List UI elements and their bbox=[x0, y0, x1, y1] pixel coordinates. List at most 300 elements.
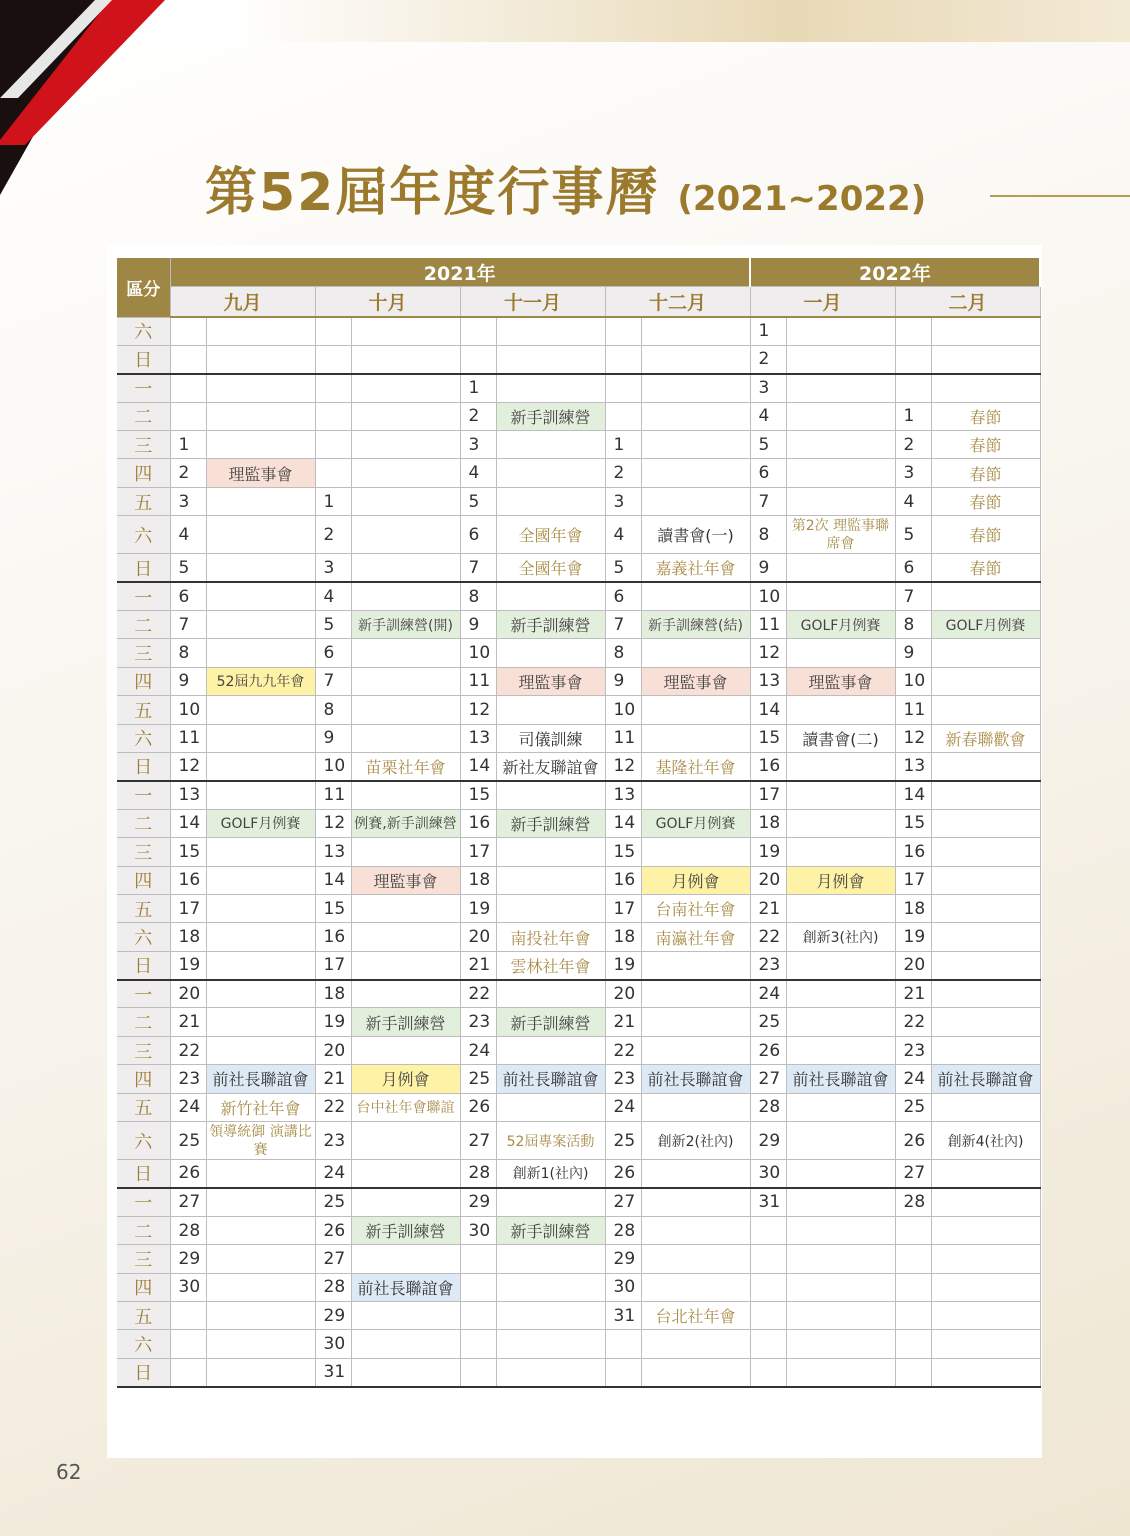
weekday-label: 四 bbox=[117, 1065, 170, 1093]
empty-cell bbox=[786, 374, 895, 402]
day-number: 10 bbox=[460, 639, 496, 667]
table-row bbox=[117, 1036, 1040, 1064]
day-number: 21 bbox=[460, 951, 496, 979]
day-number: 28 bbox=[460, 1160, 496, 1188]
day-number bbox=[315, 459, 351, 487]
section-label: 區分 bbox=[117, 258, 170, 317]
empty-cell bbox=[931, 639, 1040, 667]
day-number: 22 bbox=[605, 1036, 641, 1064]
empty-cell bbox=[786, 838, 895, 866]
day-number bbox=[605, 1330, 641, 1358]
empty-cell bbox=[931, 951, 1040, 979]
day-number: 30 bbox=[460, 1216, 496, 1244]
event-cell: 理監事會 bbox=[496, 667, 605, 695]
day-number: 4 bbox=[895, 487, 931, 515]
day-number: 14 bbox=[460, 752, 496, 780]
empty-cell bbox=[496, 894, 605, 922]
weekday-label: 六 bbox=[117, 317, 170, 345]
day-number: 6 bbox=[895, 554, 931, 582]
weekday-label: 一 bbox=[117, 980, 170, 1008]
day-number: 18 bbox=[460, 866, 496, 894]
empty-cell bbox=[641, 639, 750, 667]
weekday-label: 六 bbox=[117, 1122, 170, 1160]
empty-cell bbox=[206, 1245, 315, 1273]
empty-cell bbox=[641, 487, 750, 515]
day-number: 14 bbox=[895, 781, 931, 809]
day-number: 26 bbox=[895, 1122, 931, 1160]
table-row bbox=[117, 554, 1040, 582]
day-number: 11 bbox=[750, 611, 786, 639]
day-number: 3 bbox=[315, 554, 351, 582]
day-number: 18 bbox=[750, 809, 786, 837]
day-number: 2 bbox=[315, 516, 351, 554]
weekday-label: 日 bbox=[117, 345, 170, 373]
weekday-label: 二 bbox=[117, 1008, 170, 1036]
day-number: 23 bbox=[605, 1065, 641, 1093]
page-number: 62 bbox=[56, 1460, 82, 1484]
day-number bbox=[170, 345, 206, 373]
day-number: 20 bbox=[750, 866, 786, 894]
calendar-body bbox=[117, 317, 1040, 1387]
table-row bbox=[117, 402, 1040, 430]
empty-cell bbox=[641, 1273, 750, 1301]
empty-cell bbox=[786, 1330, 895, 1358]
table-row bbox=[117, 752, 1040, 780]
day-number bbox=[605, 402, 641, 430]
table-row bbox=[117, 1273, 1040, 1301]
day-number: 15 bbox=[170, 838, 206, 866]
day-number: 4 bbox=[315, 582, 351, 610]
day-number: 14 bbox=[170, 809, 206, 837]
weekday-label: 一 bbox=[117, 374, 170, 402]
event-cell: 新手訓練營 bbox=[351, 1216, 460, 1244]
table-row bbox=[117, 431, 1040, 459]
event-cell: 創新1(社內) bbox=[496, 1160, 605, 1188]
day-number: 30 bbox=[750, 1160, 786, 1188]
day-number: 19 bbox=[895, 923, 931, 951]
event-cell: 基隆社年會 bbox=[641, 752, 750, 780]
day-number bbox=[895, 1302, 931, 1330]
day-number bbox=[460, 345, 496, 373]
weekday-label: 一 bbox=[117, 1188, 170, 1216]
day-number: 17 bbox=[895, 866, 931, 894]
empty-cell bbox=[206, 1330, 315, 1358]
table-row bbox=[117, 1302, 1040, 1330]
day-number bbox=[895, 374, 931, 402]
event-cell: 52屆專案活動 bbox=[496, 1122, 605, 1160]
empty-cell bbox=[351, 317, 460, 345]
day-number: 23 bbox=[460, 1008, 496, 1036]
day-number: 1 bbox=[750, 317, 786, 345]
empty-cell bbox=[641, 696, 750, 724]
table-row bbox=[117, 724, 1040, 752]
empty-cell bbox=[786, 1188, 895, 1216]
empty-cell bbox=[786, 459, 895, 487]
empty-cell bbox=[206, 923, 315, 951]
day-number bbox=[750, 1358, 786, 1386]
empty-cell bbox=[206, 431, 315, 459]
day-number bbox=[605, 345, 641, 373]
day-number: 11 bbox=[895, 696, 931, 724]
day-number: 10 bbox=[895, 667, 931, 695]
day-number: 28 bbox=[895, 1188, 931, 1216]
day-number: 22 bbox=[750, 923, 786, 951]
weekday-label: 日 bbox=[117, 1160, 170, 1188]
event-cell: 苗栗社年會 bbox=[351, 752, 460, 780]
empty-cell bbox=[206, 582, 315, 610]
empty-cell bbox=[786, 402, 895, 430]
empty-cell bbox=[786, 1245, 895, 1273]
day-number bbox=[460, 1273, 496, 1301]
day-number bbox=[895, 317, 931, 345]
day-number: 27 bbox=[605, 1188, 641, 1216]
weekday-label: 二 bbox=[117, 402, 170, 430]
event-cell: 月例會 bbox=[351, 1065, 460, 1093]
day-number: 16 bbox=[895, 838, 931, 866]
day-number: 6 bbox=[315, 639, 351, 667]
day-number: 19 bbox=[315, 1008, 351, 1036]
day-number bbox=[460, 1245, 496, 1273]
day-number bbox=[750, 1273, 786, 1301]
empty-cell bbox=[496, 696, 605, 724]
empty-cell bbox=[931, 1358, 1040, 1386]
day-number bbox=[750, 1330, 786, 1358]
day-number: 7 bbox=[605, 611, 641, 639]
month-header: 二月 bbox=[895, 287, 1040, 318]
empty-cell bbox=[351, 667, 460, 695]
day-number: 29 bbox=[460, 1188, 496, 1216]
day-number: 31 bbox=[605, 1302, 641, 1330]
day-number: 21 bbox=[315, 1065, 351, 1093]
day-number: 4 bbox=[750, 402, 786, 430]
day-number: 28 bbox=[170, 1216, 206, 1244]
empty-cell bbox=[351, 487, 460, 515]
empty-cell bbox=[641, 1245, 750, 1273]
empty-cell bbox=[931, 752, 1040, 780]
empty-cell bbox=[496, 1093, 605, 1121]
event-cell: GOLF月例賽 bbox=[786, 611, 895, 639]
event-cell: 新春聯歡會 bbox=[931, 724, 1040, 752]
day-number: 13 bbox=[750, 667, 786, 695]
empty-cell bbox=[496, 639, 605, 667]
event-cell: GOLF月例賽 bbox=[206, 809, 315, 837]
day-number: 11 bbox=[460, 667, 496, 695]
weekday-label: 五 bbox=[117, 487, 170, 515]
empty-cell bbox=[786, 1160, 895, 1188]
day-number bbox=[315, 374, 351, 402]
event-cell: 月例會 bbox=[786, 866, 895, 894]
day-number bbox=[895, 1358, 931, 1386]
day-number: 6 bbox=[750, 459, 786, 487]
month-header: 十二月 bbox=[605, 287, 750, 318]
day-number: 12 bbox=[315, 809, 351, 837]
event-cell: 春節 bbox=[931, 431, 1040, 459]
day-number: 31 bbox=[315, 1358, 351, 1386]
event-cell: 創新4(社內) bbox=[931, 1122, 1040, 1160]
day-number: 25 bbox=[170, 1122, 206, 1160]
day-number: 7 bbox=[895, 582, 931, 610]
empty-cell bbox=[786, 1302, 895, 1330]
event-cell: 第2次 理監事聯席會 bbox=[786, 516, 895, 554]
day-number: 26 bbox=[170, 1160, 206, 1188]
year-2022-header: 2022年 bbox=[750, 258, 1040, 287]
day-number: 3 bbox=[170, 487, 206, 515]
event-cell: 理監事會 bbox=[351, 866, 460, 894]
day-number: 21 bbox=[895, 980, 931, 1008]
empty-cell bbox=[496, 1273, 605, 1301]
empty-cell bbox=[641, 582, 750, 610]
event-cell: 月例會 bbox=[641, 866, 750, 894]
event-cell: 創新2(社內) bbox=[641, 1122, 750, 1160]
day-number bbox=[895, 1330, 931, 1358]
empty-cell bbox=[496, 431, 605, 459]
empty-cell bbox=[206, 639, 315, 667]
day-number bbox=[170, 1302, 206, 1330]
day-number: 26 bbox=[605, 1160, 641, 1188]
table-row bbox=[117, 1330, 1040, 1358]
day-number: 13 bbox=[315, 838, 351, 866]
empty-cell bbox=[931, 1188, 1040, 1216]
empty-cell bbox=[351, 1036, 460, 1064]
day-number: 23 bbox=[170, 1065, 206, 1093]
empty-cell bbox=[206, 838, 315, 866]
day-number: 24 bbox=[750, 980, 786, 1008]
empty-cell bbox=[351, 402, 460, 430]
empty-cell bbox=[931, 866, 1040, 894]
empty-cell bbox=[641, 1330, 750, 1358]
day-number: 10 bbox=[605, 696, 641, 724]
empty-cell bbox=[786, 554, 895, 582]
day-number bbox=[895, 1273, 931, 1301]
day-number: 27 bbox=[315, 1245, 351, 1273]
day-number: 30 bbox=[605, 1273, 641, 1301]
empty-cell bbox=[641, 1036, 750, 1064]
day-number: 16 bbox=[750, 752, 786, 780]
day-number: 23 bbox=[895, 1036, 931, 1064]
day-number bbox=[315, 431, 351, 459]
day-number: 4 bbox=[170, 516, 206, 554]
empty-cell bbox=[931, 317, 1040, 345]
empty-cell bbox=[351, 951, 460, 979]
empty-cell bbox=[931, 667, 1040, 695]
weekday-label: 三 bbox=[117, 838, 170, 866]
day-number: 19 bbox=[605, 951, 641, 979]
empty-cell bbox=[786, 345, 895, 373]
weekday-label: 四 bbox=[117, 667, 170, 695]
empty-cell bbox=[351, 374, 460, 402]
empty-cell bbox=[206, 1273, 315, 1301]
event-cell: 春節 bbox=[931, 487, 1040, 515]
table-row bbox=[117, 1188, 1040, 1216]
weekday-label: 六 bbox=[117, 724, 170, 752]
day-number: 16 bbox=[460, 809, 496, 837]
empty-cell bbox=[206, 894, 315, 922]
day-number: 24 bbox=[460, 1036, 496, 1064]
empty-cell bbox=[786, 781, 895, 809]
event-cell: 春節 bbox=[931, 459, 1040, 487]
day-number: 8 bbox=[750, 516, 786, 554]
table-row bbox=[117, 1245, 1040, 1273]
day-number bbox=[750, 1245, 786, 1273]
day-number: 9 bbox=[605, 667, 641, 695]
day-number: 30 bbox=[315, 1330, 351, 1358]
empty-cell bbox=[496, 317, 605, 345]
empty-cell bbox=[641, 374, 750, 402]
day-number: 13 bbox=[170, 781, 206, 809]
day-number bbox=[750, 1302, 786, 1330]
empty-cell bbox=[496, 1302, 605, 1330]
day-number: 12 bbox=[895, 724, 931, 752]
day-number: 26 bbox=[750, 1036, 786, 1064]
empty-cell bbox=[786, 1273, 895, 1301]
day-number: 25 bbox=[605, 1122, 641, 1160]
empty-cell bbox=[351, 696, 460, 724]
day-number: 8 bbox=[460, 582, 496, 610]
empty-cell bbox=[786, 1008, 895, 1036]
day-number: 6 bbox=[170, 582, 206, 610]
corner-stripes-graphic bbox=[0, 0, 170, 200]
empty-cell bbox=[351, 894, 460, 922]
weekday-label: 六 bbox=[117, 1330, 170, 1358]
day-number bbox=[460, 1330, 496, 1358]
day-number: 22 bbox=[895, 1008, 931, 1036]
empty-cell bbox=[641, 980, 750, 1008]
day-number bbox=[170, 402, 206, 430]
day-number bbox=[605, 1358, 641, 1386]
event-cell: 春節 bbox=[931, 516, 1040, 554]
table-row bbox=[117, 1065, 1040, 1093]
day-number bbox=[460, 1358, 496, 1386]
empty-cell bbox=[641, 724, 750, 752]
day-number: 19 bbox=[170, 951, 206, 979]
day-number bbox=[315, 402, 351, 430]
day-number: 12 bbox=[605, 752, 641, 780]
empty-cell bbox=[931, 345, 1040, 373]
day-number: 15 bbox=[750, 724, 786, 752]
empty-cell bbox=[641, 431, 750, 459]
empty-cell bbox=[206, 1160, 315, 1188]
month-header: 九月 bbox=[170, 287, 315, 318]
weekday-label: 五 bbox=[117, 696, 170, 724]
weekday-label: 日 bbox=[117, 752, 170, 780]
empty-cell bbox=[931, 1160, 1040, 1188]
day-number: 1 bbox=[895, 402, 931, 430]
event-cell: 全國年會 bbox=[496, 554, 605, 582]
empty-cell bbox=[931, 582, 1040, 610]
empty-cell bbox=[206, 980, 315, 1008]
event-cell: 春節 bbox=[931, 554, 1040, 582]
day-number: 20 bbox=[170, 980, 206, 1008]
day-number: 7 bbox=[315, 667, 351, 695]
day-number: 3 bbox=[460, 431, 496, 459]
table-row bbox=[117, 866, 1040, 894]
day-number: 31 bbox=[750, 1188, 786, 1216]
empty-cell bbox=[206, 951, 315, 979]
day-number: 4 bbox=[605, 516, 641, 554]
empty-cell bbox=[786, 431, 895, 459]
day-number: 23 bbox=[750, 951, 786, 979]
day-number: 16 bbox=[315, 923, 351, 951]
event-cell: GOLF月例賽 bbox=[641, 809, 750, 837]
table-row bbox=[117, 951, 1040, 979]
empty-cell bbox=[206, 611, 315, 639]
empty-cell bbox=[206, 487, 315, 515]
empty-cell bbox=[351, 516, 460, 554]
day-number: 17 bbox=[460, 838, 496, 866]
empty-cell bbox=[786, 1358, 895, 1386]
month-header: 十一月 bbox=[460, 287, 605, 318]
day-number: 2 bbox=[460, 402, 496, 430]
title-years: (2021~2022) bbox=[677, 179, 927, 219]
day-number: 21 bbox=[605, 1008, 641, 1036]
table-row bbox=[117, 781, 1040, 809]
title-rule bbox=[990, 195, 1130, 197]
empty-cell bbox=[496, 345, 605, 373]
day-number: 24 bbox=[170, 1093, 206, 1121]
day-number: 8 bbox=[315, 696, 351, 724]
weekday-label: 二 bbox=[117, 611, 170, 639]
weekday-label: 六 bbox=[117, 516, 170, 554]
day-number: 6 bbox=[460, 516, 496, 554]
empty-cell bbox=[931, 1036, 1040, 1064]
day-number: 20 bbox=[315, 1036, 351, 1064]
empty-cell bbox=[206, 345, 315, 373]
day-number bbox=[170, 317, 206, 345]
calendar-table bbox=[117, 258, 1041, 1388]
empty-cell bbox=[206, 1036, 315, 1064]
empty-cell bbox=[351, 1245, 460, 1273]
table-row bbox=[117, 923, 1040, 951]
event-cell: 新竹社年會 bbox=[206, 1093, 315, 1121]
day-number: 19 bbox=[460, 894, 496, 922]
day-number: 15 bbox=[460, 781, 496, 809]
event-cell: 南投社年會 bbox=[496, 923, 605, 951]
day-number: 18 bbox=[315, 980, 351, 1008]
day-number: 9 bbox=[895, 639, 931, 667]
weekday-label: 六 bbox=[117, 923, 170, 951]
day-number: 3 bbox=[605, 487, 641, 515]
day-number: 1 bbox=[315, 487, 351, 515]
table-row bbox=[117, 582, 1040, 610]
weekday-label: 三 bbox=[117, 431, 170, 459]
empty-cell bbox=[786, 696, 895, 724]
weekday-label: 一 bbox=[117, 582, 170, 610]
empty-cell bbox=[931, 696, 1040, 724]
empty-cell bbox=[496, 1188, 605, 1216]
day-number bbox=[895, 1245, 931, 1273]
empty-cell bbox=[641, 1093, 750, 1121]
table-row bbox=[117, 1216, 1040, 1244]
empty-cell bbox=[641, 1358, 750, 1386]
empty-cell bbox=[931, 838, 1040, 866]
day-number: 2 bbox=[605, 459, 641, 487]
empty-cell bbox=[351, 838, 460, 866]
event-cell: 南瀛社年會 bbox=[641, 923, 750, 951]
event-cell: 新手訓練營(結) bbox=[641, 611, 750, 639]
empty-cell bbox=[931, 1008, 1040, 1036]
empty-cell bbox=[351, 1330, 460, 1358]
empty-cell bbox=[496, 1245, 605, 1273]
empty-cell bbox=[206, 317, 315, 345]
empty-cell bbox=[786, 1216, 895, 1244]
empty-cell bbox=[641, 838, 750, 866]
day-number: 17 bbox=[170, 894, 206, 922]
day-number: 8 bbox=[895, 611, 931, 639]
event-cell: 前社長聯誼會 bbox=[206, 1065, 315, 1093]
day-number: 7 bbox=[750, 487, 786, 515]
day-number: 20 bbox=[460, 923, 496, 951]
empty-cell bbox=[351, 639, 460, 667]
